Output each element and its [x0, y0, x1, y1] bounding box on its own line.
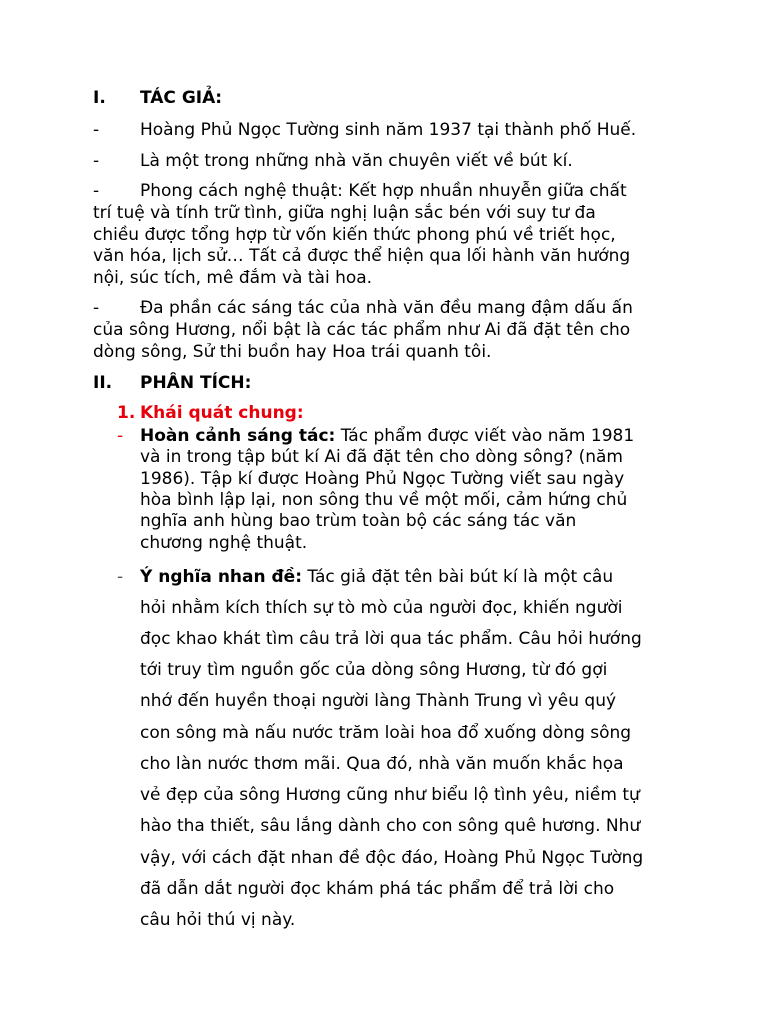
title-meaning-line: đọc khao khát tìm câu trả lời qua tác phẩm. Câu hỏi hướng [140, 629, 642, 649]
bullet-dash: - [93, 298, 100, 318]
bullet-dash: - [93, 151, 100, 171]
bullet-dash: - [117, 426, 124, 446]
bullet-text-style-line: trí tuệ và tính trữ tình, giữa nghị luận sắc bén với suy tư đa [93, 203, 596, 223]
context-line: nghĩa anh hùng bao trùm toàn bộ các sáng tác văn [140, 511, 577, 531]
title-meaning-line: vậy, với cách đặt nhan đề độc đáo, Hoàng Phủ Ngọc Tường [140, 848, 644, 868]
context-line: và in trong tập bút kí Ai đã đặt tên cho dòng sông? (năm [140, 447, 623, 467]
title-meaning-line: cho làn nước thơm mãi. Qua đó, nhà văn muốn khắc họa [140, 754, 624, 774]
title-meaning-line: con sông mà nấu nước trăm loài hoa đổ xuống dòng sông [140, 723, 632, 743]
section-1-title: TÁC GIẢ: [140, 88, 223, 108]
title-meaning-line: hỏi nhằm kích thích sự tò mò của người đọc, khiến người [140, 598, 623, 618]
context-label: Hoàn cảnh sáng tác: [140, 426, 336, 446]
title-meaning-line: vẻ đẹp của sông Hương cũng như biểu lộ tình yêu, niềm tự [140, 785, 640, 805]
context-line: hòa bình lập lại, non sông thu về một mối, cảm hứng chủ [140, 490, 628, 510]
bullet-dash: - [93, 120, 100, 140]
title-meaning-line: hào tha thiết, sâu lắng dành cho con sông quê hương. Như [140, 816, 641, 836]
subsection-number: 1. [117, 403, 136, 423]
title-meaning-line: câu hỏi thú vị này. [140, 910, 296, 930]
bullet-dash: - [117, 567, 124, 587]
title-meaning-first-text: Tác giả đặt tên bài bút kí là một câu [302, 567, 614, 587]
bullet-text-genre: Là một trong những nhà văn chuyên viết về bút kí. [140, 151, 573, 171]
title-meaning-first-line [140, 566, 613, 588]
bullet-dash: - [93, 181, 100, 201]
section-2-number: II. [93, 373, 113, 393]
title-meaning-line: nhớ đến huyền thoại người làng Thành Trung vì yêu quý [140, 691, 617, 711]
bullet-text-birth: Hoàng Phủ Ngọc Tường sinh năm 1937 tại thành phố Huế. [140, 120, 637, 140]
title-meaning-label: Ý nghĩa nhan đề: [140, 567, 303, 587]
bullet-text-style-line: chiều được tổng hợp từ vốn kiến thức phong phú về triết học, [93, 225, 616, 245]
title-meaning-line: đã dẫn dắt người đọc khám phá tác phẩm để trả lời cho [140, 879, 615, 899]
section-1-number: I. [93, 88, 106, 108]
bullet-text-style-line: văn hóa, lịch sử… Tất cả được thể hiện qua lối hành văn hướng [93, 246, 631, 266]
context-line: chương nghệ thuật. [140, 533, 308, 553]
bullet-text-style-line: nội, súc tích, mê đắm và tài hoa. [93, 268, 373, 288]
context-first-text: Tác phẩm được viết vào năm 1981 [335, 426, 635, 446]
section-2-title: PHÂN TÍCH: [140, 373, 252, 393]
bullet-text-works-line: của sông Hương, nổi bật là các tác phẩm như Ai đã đặt tên cho [93, 320, 631, 340]
bullet-text-style-line: Phong cách nghệ thuật: Kết hợp nhuần nhuyễn giữa chất [140, 181, 627, 201]
title-meaning-line: tới truy tìm nguồn gốc của dòng sông Hương, từ đó gợi [140, 660, 608, 680]
context-first-line [140, 425, 634, 447]
bullet-text-works-line: Đa phần các sáng tác của nhà văn đều mang đậm dấu ấn [140, 298, 633, 318]
bullet-text-works-line: dòng sông, Sử thi buồn hay Hoa trái quanh tôi. [93, 342, 492, 362]
context-line: 1986). Tập kí được Hoàng Phủ Ngọc Tường viết sau ngày [140, 469, 625, 489]
subsection-title: Khái quát chung: [140, 403, 304, 423]
